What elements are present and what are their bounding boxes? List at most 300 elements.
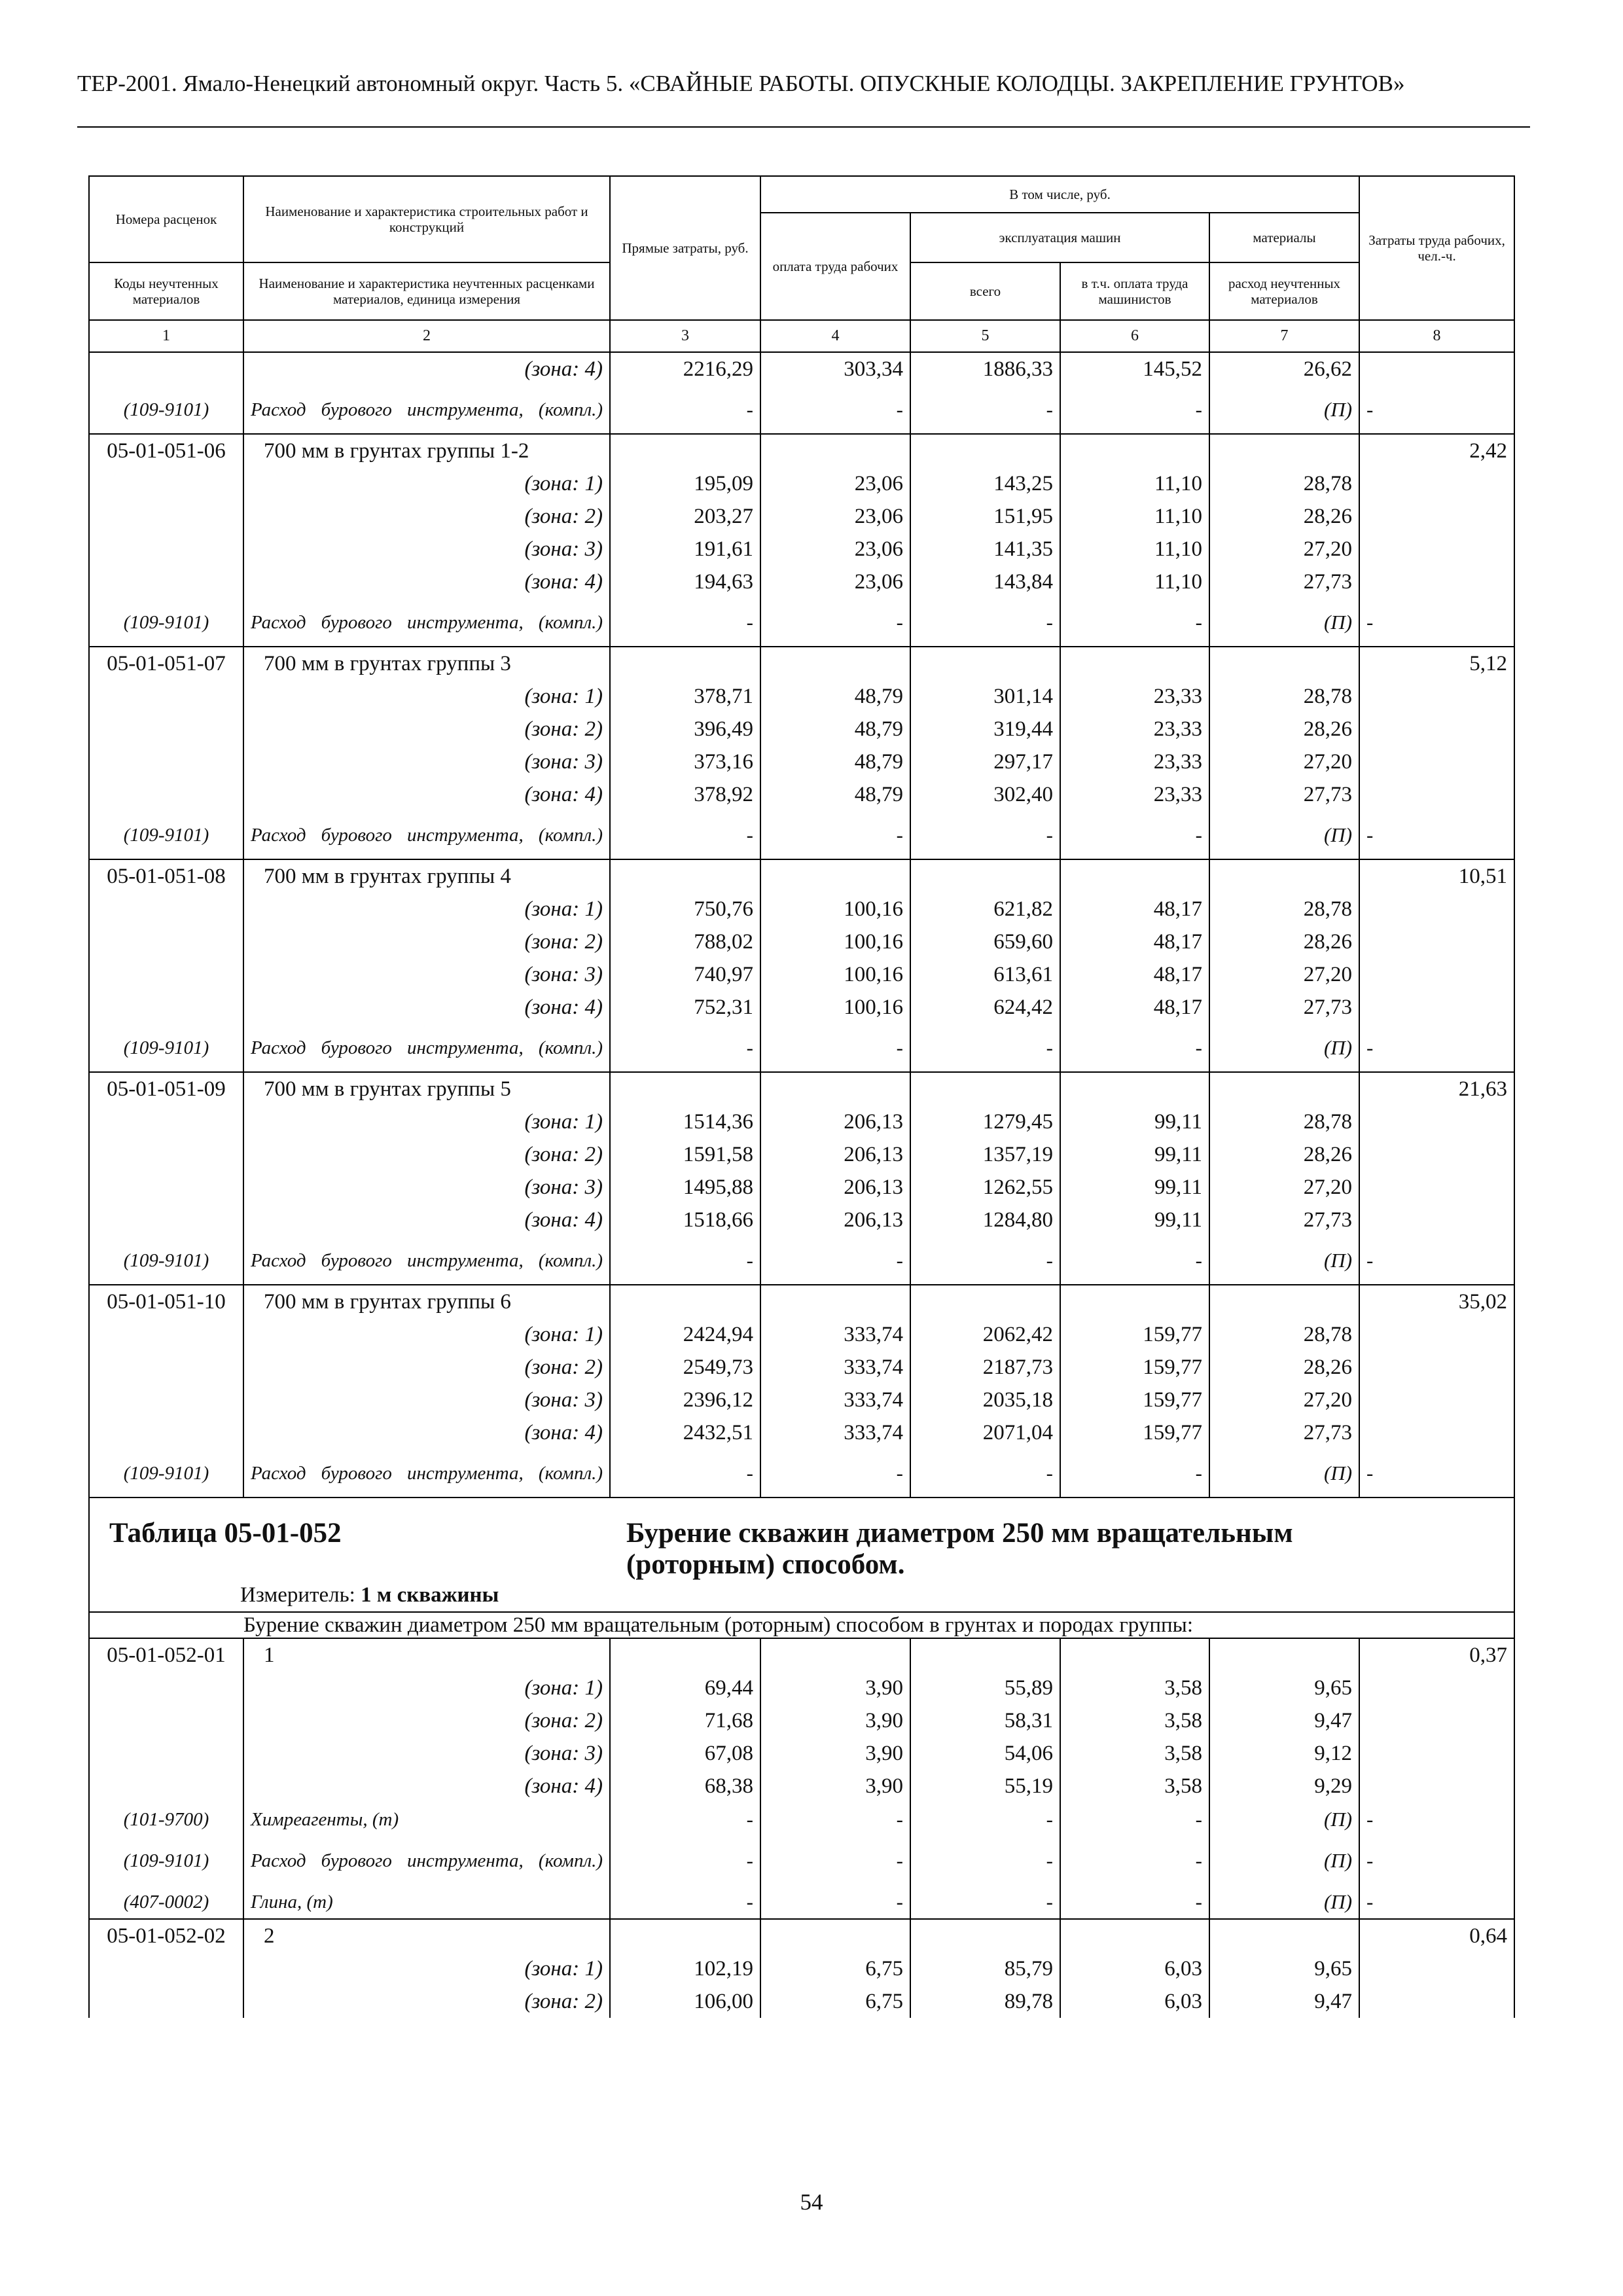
zone-row [89, 925, 1514, 958]
value-mat: 27,20 [1209, 745, 1359, 778]
value-direct: 788,02 [610, 925, 760, 958]
zone-label: (зона: 4) [243, 778, 610, 811]
value-wages: 48,79 [760, 745, 910, 778]
zone-label: (зона: 2) [243, 1704, 610, 1737]
material-name: Химреагенты, (т) [243, 1803, 610, 1837]
value-direct: 1514,36 [610, 1105, 760, 1138]
rate-code: 05-01-052-02 [89, 1919, 243, 1952]
value-mach: 58,31 [910, 1704, 1060, 1737]
zone-label: (зона: 1) [243, 1318, 610, 1351]
value-mat: 9,12 [1209, 1737, 1359, 1770]
value-mat: 28,78 [1209, 1318, 1359, 1351]
value-mat: (П) [1209, 1236, 1359, 1285]
labor-cell [1359, 1384, 1514, 1416]
zone-row [89, 1384, 1514, 1416]
labor-cell [1359, 1985, 1514, 2018]
value-mach-wages: 48,17 [1060, 893, 1209, 925]
zone-row [89, 1171, 1514, 1204]
value-mach: 621,82 [910, 893, 1060, 925]
value-mach-wages: - [1060, 811, 1209, 859]
value-direct: 2424,94 [610, 1318, 760, 1351]
value-mat: 9,65 [1209, 1952, 1359, 1985]
value-direct: - [610, 598, 760, 647]
value-mach-wages: 11,10 [1060, 467, 1209, 500]
value-direct: - [610, 1885, 760, 1919]
value-direct: - [610, 386, 760, 434]
zone-label: (зона: 3) [243, 1737, 610, 1770]
value-direct: 68,38 [610, 1770, 760, 1803]
value-mat: (П) [1209, 386, 1359, 434]
value-mach-wages: 145,52 [1060, 352, 1209, 386]
section-heading: Бурение скважин диаметром 250 мм вращательным (роторным) способом в грунтах и породах группы: [243, 1612, 1514, 1638]
header-direct-costs: Прямые затраты, руб. [610, 176, 760, 320]
value-mach-wages: 48,17 [1060, 991, 1209, 1024]
value-mach: - [910, 598, 1060, 647]
value-mach-wages: - [1060, 1885, 1209, 1919]
labor-cell [1359, 925, 1514, 958]
zone-row [89, 680, 1514, 713]
value-mat: 9,47 [1209, 1985, 1359, 2018]
column-number: 8 [1359, 320, 1514, 352]
value-mat: 27,73 [1209, 778, 1359, 811]
empty-cell [610, 859, 760, 893]
header-machines: эксплуатация машин [910, 213, 1209, 262]
value-direct: 740,97 [610, 958, 760, 991]
rate-row [89, 434, 1514, 467]
code-cell [89, 778, 243, 811]
zone-label: (зона: 3) [243, 533, 610, 565]
labor-cell [1359, 352, 1514, 386]
empty-cell [760, 1285, 910, 1318]
empty-cell [1060, 434, 1209, 467]
value-mach: - [910, 1236, 1060, 1285]
value-mach-wages: 23,33 [1060, 745, 1209, 778]
empty-cell [1209, 1638, 1359, 1672]
empty-cell [760, 434, 910, 467]
value-mach: - [910, 386, 1060, 434]
empty-cell [1060, 1072, 1209, 1105]
zone-label: (зона: 4) [243, 565, 610, 598]
empty-cell [910, 1072, 1060, 1105]
table-title: Таблица 05-01-052 [109, 1518, 342, 1549]
material-code: (109-9101) [89, 598, 243, 647]
zone-label: (зона: 4) [243, 352, 610, 386]
value-direct: 1591,58 [610, 1138, 760, 1171]
empty-cell [910, 1285, 1060, 1318]
zone-row [89, 1138, 1514, 1171]
empty-cell [610, 434, 760, 467]
value-wages: 48,79 [760, 778, 910, 811]
value-mach: - [910, 1803, 1060, 1837]
column-number: 2 [243, 320, 610, 352]
value-wages: 333,74 [760, 1384, 910, 1416]
zone-label: (зона: 4) [243, 1416, 610, 1449]
value-mach: 151,95 [910, 500, 1060, 533]
value-direct: 2216,29 [610, 352, 760, 386]
value-mat: 28,78 [1209, 467, 1359, 500]
value-wages: 3,90 [760, 1770, 910, 1803]
value-direct: 373,16 [610, 745, 760, 778]
value-mach: 2035,18 [910, 1384, 1060, 1416]
value-wages: - [760, 1024, 910, 1072]
empty-cell [1060, 1285, 1209, 1318]
empty-cell [760, 647, 910, 680]
value-mach: 319,44 [910, 713, 1060, 745]
value-mach-wages: - [1060, 1024, 1209, 1072]
code-cell [89, 1384, 243, 1416]
value-mat: 28,78 [1209, 893, 1359, 925]
zone-row [89, 893, 1514, 925]
value-mach-wages: - [1060, 386, 1209, 434]
value-mat: 9,29 [1209, 1770, 1359, 1803]
zone-row [89, 1770, 1514, 1803]
value-direct: - [610, 1236, 760, 1285]
value-wages: 206,13 [760, 1105, 910, 1138]
value-wages: - [760, 1449, 910, 1498]
empty-cell [910, 1919, 1060, 1952]
labor-cell: - [1359, 1024, 1514, 1072]
value-mach: 2071,04 [910, 1416, 1060, 1449]
value-mat: 28,26 [1209, 1138, 1359, 1171]
value-mach: - [910, 1024, 1060, 1072]
code-cell [89, 1416, 243, 1449]
labor-cell [1359, 778, 1514, 811]
value-wages: 48,79 [760, 713, 910, 745]
labor-cell [1359, 1770, 1514, 1803]
rate-row [89, 1638, 1514, 1672]
value-mat: 27,20 [1209, 1171, 1359, 1204]
value-wages: 3,90 [760, 1672, 910, 1704]
header-codes-bottom: Коды неучтенных материалов [89, 262, 243, 320]
header-including: В том числе, руб. [760, 176, 1359, 213]
value-direct: 106,00 [610, 1985, 760, 2018]
code-cell [89, 500, 243, 533]
labor-cell [1359, 467, 1514, 500]
empty-cell [760, 859, 910, 893]
labor-cell [1359, 1672, 1514, 1704]
rate-name: 700 мм в грунтах группы 5 [243, 1072, 610, 1105]
empty-cell [760, 1072, 910, 1105]
header-labor: Затраты труда рабочих, чел.-ч. [1359, 176, 1514, 320]
value-mach-wages: 159,77 [1060, 1318, 1209, 1351]
material-code: (109-9101) [89, 811, 243, 859]
value-direct: 752,31 [610, 991, 760, 1024]
value-mach-wages: - [1060, 1236, 1209, 1285]
material-name: Расход бурового инструмента, (компл.) [243, 1236, 610, 1285]
value-mach: 613,61 [910, 958, 1060, 991]
value-wages: 23,06 [760, 467, 910, 500]
value-mach: - [910, 811, 1060, 859]
material-row [89, 1236, 1514, 1285]
material-code: (109-9101) [89, 1024, 243, 1072]
labor-cost: 21,63 [1359, 1072, 1514, 1105]
value-wages: 303,34 [760, 352, 910, 386]
value-mach-wages: 6,03 [1060, 1952, 1209, 1985]
zone-label: (зона: 1) [243, 893, 610, 925]
labor-cell [1359, 1704, 1514, 1737]
value-wages: 100,16 [760, 991, 910, 1024]
table-body [89, 352, 1514, 2018]
zone-label: (зона: 2) [243, 1138, 610, 1171]
value-direct: 1518,66 [610, 1204, 760, 1236]
value-mach: 2187,73 [910, 1351, 1060, 1384]
code-cell [89, 1672, 243, 1704]
value-mat: 28,26 [1209, 925, 1359, 958]
zone-row [89, 1318, 1514, 1351]
value-mach: 624,42 [910, 991, 1060, 1024]
value-wages: 100,16 [760, 893, 910, 925]
value-wages: 23,06 [760, 533, 910, 565]
value-mach: 2062,42 [910, 1318, 1060, 1351]
value-wages: - [760, 386, 910, 434]
value-direct: 67,08 [610, 1737, 760, 1770]
material-row [89, 1024, 1514, 1072]
material-name: Расход бурового инструмента, (компл.) [243, 386, 610, 434]
zone-row [89, 352, 1514, 386]
zone-row [89, 1672, 1514, 1704]
labor-cell [1359, 991, 1514, 1024]
value-mach-wages: 3,58 [1060, 1737, 1209, 1770]
material-code: (109-9101) [89, 1236, 243, 1285]
value-direct: 195,09 [610, 467, 760, 500]
zone-row [89, 1351, 1514, 1384]
value-mat: (П) [1209, 811, 1359, 859]
labor-cell [1359, 1138, 1514, 1171]
zone-label: (зона: 4) [243, 1204, 610, 1236]
material-code: (109-9101) [89, 1449, 243, 1498]
value-mach: - [910, 1449, 1060, 1498]
code-cell [89, 1952, 243, 1985]
labor-cell [1359, 958, 1514, 991]
value-direct: 378,92 [610, 778, 760, 811]
value-direct: - [610, 1837, 760, 1885]
column-number: 5 [910, 320, 1060, 352]
zone-row [89, 1704, 1514, 1737]
zone-label: (зона: 2) [243, 1985, 610, 2018]
labor-cell: - [1359, 1837, 1514, 1885]
zone-label: (зона: 1) [243, 1672, 610, 1704]
value-mach-wages: 11,10 [1060, 533, 1209, 565]
zone-label: (зона: 2) [243, 713, 610, 745]
value-mach: - [910, 1885, 1060, 1919]
zone-label: (зона: 3) [243, 1384, 610, 1416]
empty-cell [610, 1285, 760, 1318]
code-cell [89, 1351, 243, 1384]
value-mat: 27,20 [1209, 958, 1359, 991]
code-cell [89, 925, 243, 958]
value-wages: 6,75 [760, 1952, 910, 1985]
zone-row [89, 1204, 1514, 1236]
material-code: (101-9700) [89, 1803, 243, 1837]
code-cell [89, 1737, 243, 1770]
material-code: (407-0002) [89, 1885, 243, 1919]
labor-cell [1359, 893, 1514, 925]
labor-cost: 5,12 [1359, 647, 1514, 680]
value-mach-wages: 3,58 [1060, 1672, 1209, 1704]
value-wages: 206,13 [760, 1138, 910, 1171]
labor-cost: 2,42 [1359, 434, 1514, 467]
value-mat: 27,73 [1209, 1416, 1359, 1449]
value-mat: 27,20 [1209, 1384, 1359, 1416]
value-mach-wages: - [1060, 1803, 1209, 1837]
value-mach: 1262,55 [910, 1171, 1060, 1204]
zone-label: (зона: 1) [243, 1952, 610, 1985]
empty-cell [1209, 1285, 1359, 1318]
value-direct: - [610, 1449, 760, 1498]
labor-cell: - [1359, 386, 1514, 434]
value-mach-wages: 6,03 [1060, 1985, 1209, 2018]
table-caption-row [89, 1498, 1514, 1612]
code-cell [89, 467, 243, 500]
rate-code: 05-01-052-01 [89, 1638, 243, 1672]
value-wages: - [760, 1837, 910, 1885]
value-wages: 23,06 [760, 500, 910, 533]
material-row [89, 1803, 1514, 1837]
value-mach: 143,84 [910, 565, 1060, 598]
value-direct: 378,71 [610, 680, 760, 713]
code-cell [89, 533, 243, 565]
empty-cell [1209, 434, 1359, 467]
labor-cost: 0,64 [1359, 1919, 1514, 1952]
labor-cell: - [1359, 1885, 1514, 1919]
value-mat: 28,78 [1209, 1105, 1359, 1138]
rate-name: 2 [243, 1919, 610, 1952]
value-mach-wages: 11,10 [1060, 500, 1209, 533]
value-mach-wages: - [1060, 1449, 1209, 1498]
material-row [89, 811, 1514, 859]
value-direct: 194,63 [610, 565, 760, 598]
value-wages: 206,13 [760, 1171, 910, 1204]
labor-cell: - [1359, 1803, 1514, 1837]
value-mach: 55,89 [910, 1672, 1060, 1704]
value-mach-wages: 99,11 [1060, 1105, 1209, 1138]
empty-cell [910, 434, 1060, 467]
code-cell [89, 1204, 243, 1236]
meter-label: Измеритель: [240, 1583, 355, 1607]
value-wages: 333,74 [760, 1351, 910, 1384]
zone-label: (зона: 1) [243, 680, 610, 713]
empty-cell [610, 1919, 760, 1952]
value-mach: 143,25 [910, 467, 1060, 500]
value-mach-wages: 99,11 [1060, 1138, 1209, 1171]
value-mat: 27,20 [1209, 533, 1359, 565]
code-cell [89, 713, 243, 745]
zone-label: (зона: 2) [243, 500, 610, 533]
value-mat: 27,73 [1209, 1204, 1359, 1236]
value-mat: 28,26 [1209, 1351, 1359, 1384]
table-caption [89, 1498, 1514, 1612]
code-cell [89, 1704, 243, 1737]
code-cell [89, 1105, 243, 1138]
header-name-top: Наименование и характеристика строительных работ и конструкций [243, 176, 610, 262]
rate-name: 1 [243, 1638, 610, 1672]
value-wages: 6,75 [760, 1985, 910, 2018]
rate-row [89, 1285, 1514, 1318]
value-mach-wages: 48,17 [1060, 958, 1209, 991]
value-mat: (П) [1209, 1837, 1359, 1885]
value-mach-wages: - [1060, 1837, 1209, 1885]
value-wages: 3,90 [760, 1737, 910, 1770]
value-mach: 141,35 [910, 533, 1060, 565]
empty-cell [760, 1919, 910, 1952]
value-wages: 206,13 [760, 1204, 910, 1236]
column-number: 3 [610, 320, 760, 352]
value-mach-wages: 159,77 [1060, 1351, 1209, 1384]
empty-cell [610, 1072, 760, 1105]
value-mat: 28,26 [1209, 713, 1359, 745]
zone-label: (зона: 2) [243, 925, 610, 958]
material-name: Расход бурового инструмента, (компл.) [243, 1837, 610, 1885]
empty-cell [610, 647, 760, 680]
value-mach-wages: 48,17 [1060, 925, 1209, 958]
column-number: 6 [1060, 320, 1209, 352]
value-mach: 1279,45 [910, 1105, 1060, 1138]
empty-cell [1209, 1919, 1359, 1952]
material-name: Расход бурового инструмента, (компл.) [243, 1024, 610, 1072]
labor-cell: - [1359, 811, 1514, 859]
material-code: (109-9101) [89, 386, 243, 434]
value-mach-wages: 99,11 [1060, 1204, 1209, 1236]
value-wages: 100,16 [760, 925, 910, 958]
code-cell [89, 1770, 243, 1803]
code-cell [89, 680, 243, 713]
labor-cell [1359, 533, 1514, 565]
header-machinist-wages: в т.ч. оплата труда машинистов [1060, 262, 1209, 320]
price-table [88, 175, 1515, 2018]
zone-row [89, 745, 1514, 778]
rate-row [89, 859, 1514, 893]
section-spacer [89, 1612, 243, 1638]
labor-cell: - [1359, 598, 1514, 647]
labor-cost: 10,51 [1359, 859, 1514, 893]
rate-name: 700 мм в грунтах группы 4 [243, 859, 610, 893]
value-mach-wages: 23,33 [1060, 713, 1209, 745]
value-mach: 55,19 [910, 1770, 1060, 1803]
zone-row [89, 1952, 1514, 1985]
value-direct: 191,61 [610, 533, 760, 565]
material-name: Расход бурового инструмента, (компл.) [243, 1449, 610, 1498]
value-mach: 302,40 [910, 778, 1060, 811]
zone-label: (зона: 3) [243, 745, 610, 778]
code-cell [89, 1171, 243, 1204]
zone-label: (зона: 4) [243, 991, 610, 1024]
code-cell [89, 958, 243, 991]
material-row [89, 1837, 1514, 1885]
rate-name: 700 мм в грунтах группы 1-2 [243, 434, 610, 467]
labor-cell [1359, 1952, 1514, 1985]
empty-cell [1060, 1638, 1209, 1672]
zone-label: (зона: 1) [243, 1105, 610, 1138]
labor-cost: 35,02 [1359, 1285, 1514, 1318]
zone-row [89, 991, 1514, 1024]
empty-cell [1209, 647, 1359, 680]
value-direct: 2396,12 [610, 1384, 760, 1416]
value-mach-wages: 159,77 [1060, 1416, 1209, 1449]
material-row [89, 1885, 1514, 1919]
value-mach: 54,06 [910, 1737, 1060, 1770]
zone-label: (зона: 1) [243, 467, 610, 500]
zone-row [89, 467, 1514, 500]
value-wages: 3,90 [760, 1704, 910, 1737]
column-number: 1 [89, 320, 243, 352]
labor-cell: - [1359, 1449, 1514, 1498]
value-wages: 48,79 [760, 680, 910, 713]
value-mat: 27,73 [1209, 565, 1359, 598]
value-mach-wages: 3,58 [1060, 1704, 1209, 1737]
value-mat: 9,47 [1209, 1704, 1359, 1737]
value-mat: 27,73 [1209, 991, 1359, 1024]
material-row [89, 598, 1514, 647]
